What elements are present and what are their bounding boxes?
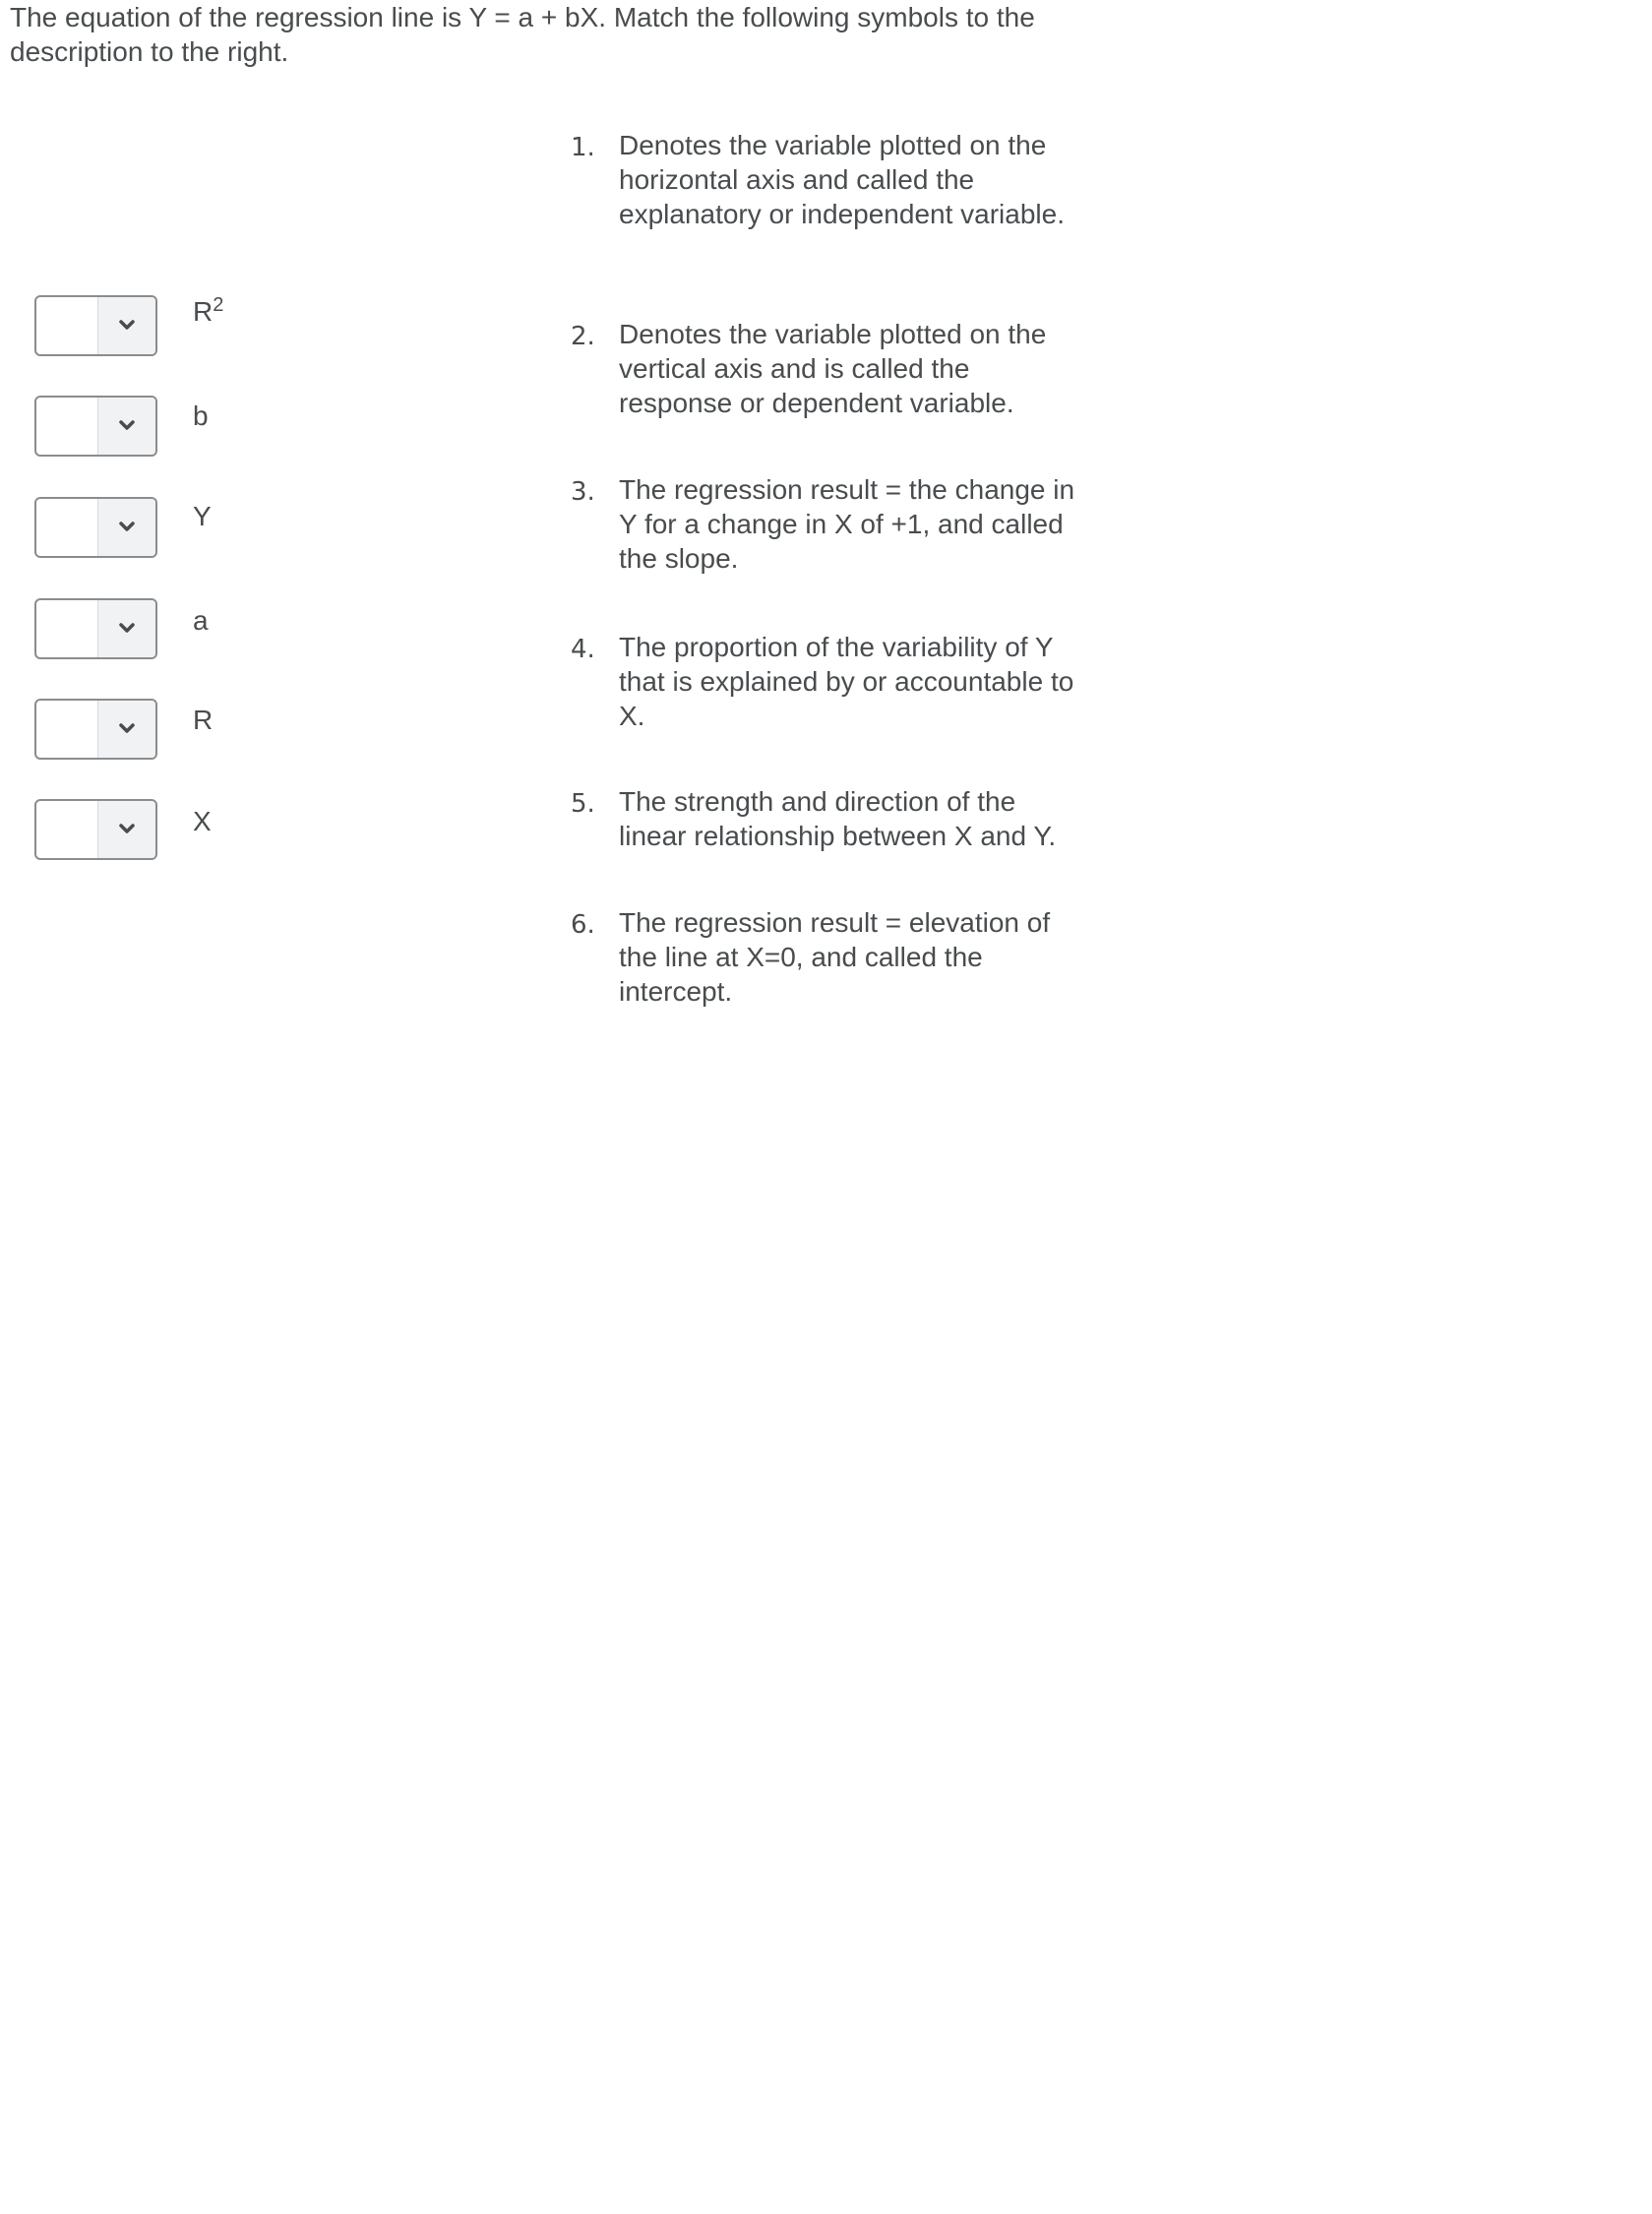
symbol-base: Y (193, 501, 212, 531)
symbol-base: b (193, 400, 209, 431)
symbol-base: X (193, 806, 212, 836)
dropdown-toggle[interactable] (97, 701, 155, 758)
chevron-down-icon (119, 420, 135, 432)
match-dropdown[interactable] (34, 497, 157, 558)
chevron-down-icon (119, 824, 135, 835)
question-prompt: The equation of the regression line is Y = a + bX. Match the following symbols to the description to the right. (10, 2, 1035, 67)
chevron-down-icon (119, 723, 135, 735)
symbol-label (193, 500, 212, 533)
match-dropdown[interactable] (34, 295, 157, 356)
match-dropdown[interactable] (34, 396, 157, 457)
dropdown-toggle[interactable] (97, 600, 155, 657)
symbol-base: a (193, 605, 209, 636)
description-text: The regression result = the change in Y for a change in X of +1, and called the slope. (619, 474, 1075, 574)
dropdown-toggle[interactable] (97, 297, 155, 354)
description-number: 6. (571, 910, 595, 940)
symbol-label (193, 295, 223, 329)
symbol-label (193, 805, 212, 838)
description-number: 2. (571, 322, 595, 351)
description-text: Denotes the variable plotted on the horizontal axis and called the explanatory or independent variable. (619, 130, 1065, 229)
symbol-label (193, 604, 209, 638)
dropdown-toggle[interactable] (97, 398, 155, 455)
description-text: Denotes the variable plotted on the vertical axis and is called the response or dependent variable. (619, 319, 1047, 418)
dropdown-toggle[interactable] (97, 499, 155, 556)
dropdown-toggle[interactable] (97, 801, 155, 858)
symbol-superscript: 2 (213, 294, 224, 316)
symbol-label (193, 704, 213, 737)
description-number: 3. (571, 477, 595, 507)
match-dropdown[interactable] (34, 699, 157, 760)
symbol-label (193, 400, 209, 433)
description-text: The proportion of the variability of Y that is explained by or accountable to X. (619, 632, 1074, 731)
match-dropdown[interactable] (34, 598, 157, 659)
description-number: 1. (571, 133, 595, 162)
chevron-down-icon (119, 623, 135, 635)
symbol-base: R (193, 296, 214, 327)
match-dropdown[interactable] (34, 799, 157, 860)
description-number: 4. (571, 635, 595, 664)
chevron-down-icon (119, 320, 135, 332)
description-number: 5. (571, 789, 595, 819)
symbol-base: R (193, 705, 214, 735)
chevron-down-icon (119, 522, 135, 533)
description-text: The strength and direction of the linear relationship between X and Y. (619, 786, 1057, 851)
description-text: The regression result = elevation of the line at X=0, and called the intercept. (619, 907, 1051, 1007)
